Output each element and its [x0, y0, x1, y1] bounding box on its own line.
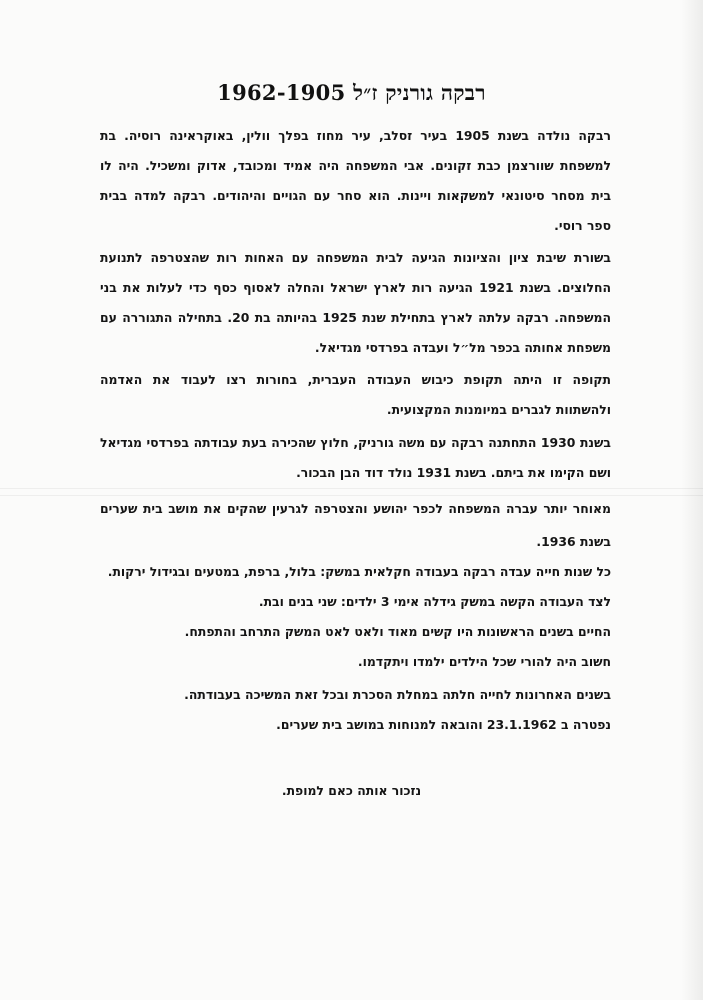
body-line: ולהשתוות לגברים במיומנות המקצועית.	[386, 402, 611, 417]
body-line: רבקה נולדה בשנת 1905 בעיר זסלב, עיר מחוז בפלך וולין, באוקראינה רוסיה. בת	[100, 128, 611, 143]
body-line: בשורת שיבת ציון והציונות הגיעה לבית המשפחה עם האחות רות שהצטרפה לתנועת	[100, 250, 611, 265]
body-line: ספר רוסי.	[554, 218, 611, 233]
body-line: משפחת אחותה בכפר מל״ל ועבדה בפרדסי מגדיאל.	[314, 340, 611, 355]
paper-fold-line	[0, 488, 703, 489]
body-line: בשנים האחרונות לחייה חלתה במחלת הסכרת ובכל זאת המשיכה בעבודתה.	[184, 687, 611, 702]
body-line: ושם הקימו את ביתם. בשנת 1931 נולד דוד הבן הבכור.	[296, 465, 611, 480]
body-line: תקופה זו היתה תקופת כיבוש העבודה העברית, בחורות רצו לעבוד את האדמה	[100, 372, 611, 387]
document-title: רבקה גורניק ז״ל 1962-1905	[217, 80, 486, 105]
body-line: בשנת 1930 התחתנה רבקה עם משה גורניק, חלוץ שהכירה בעת עבודתה בפרדסי מגדיאל	[100, 435, 611, 450]
body-line: נפטרה ב 23.1.1962 והובאה למנוחות במושב בית שערים.	[276, 717, 611, 732]
body-line: בית מסחר סיטונאי למשקאות ויינות. הוא סחר עם הגויים והיהודים. רבקה למדה בבית	[100, 188, 611, 203]
body-line: בשנת 1936.	[536, 534, 611, 549]
body-line: מאוחר יותר עברה המשפחה לכפר יהושע והצטרפה לגרעין שהקים את מושב בית שערים	[100, 501, 611, 516]
paper-fold-line	[0, 495, 703, 496]
body-line: חשוב היה להורי שכל הילדים ילמדו ויתקדמו.	[357, 654, 611, 669]
body-line: למשפחת שוורצמן כבת זקונים. אבי המשפחה היה אמיד ומכובד, אדוק ומשכיל. היה לו	[100, 158, 611, 173]
body-line: החיים בשנים הראשונות היו קשים מאוד ולאט לאט המשק התרחב והתפתח.	[184, 624, 611, 639]
paper-edge-shadow	[681, 0, 703, 1000]
body-line: כל שנות חייה עבדה רבקה בעבודה חקלאית במשק: בלול, ברפת, במטעים ובגידול ירקות.	[107, 564, 611, 579]
body-line: החלוצים. בשנת 1921 הגיעה רות לארץ ישראל והחלה לאסוף כסף כדי לעלות את בני	[100, 280, 611, 295]
body-line: המשפחה. רבקה עלתה לארץ בתחילת שנת 1925 בהיותה בת 20. בתחילה התגוררה עם	[100, 310, 611, 325]
closing-line: נזכור אותה כאם למופת.	[281, 783, 422, 798]
body-line: לצד העבודה הקשה במשק גידלה אימי 3 ילדים: שני בנים ובת.	[258, 594, 611, 609]
